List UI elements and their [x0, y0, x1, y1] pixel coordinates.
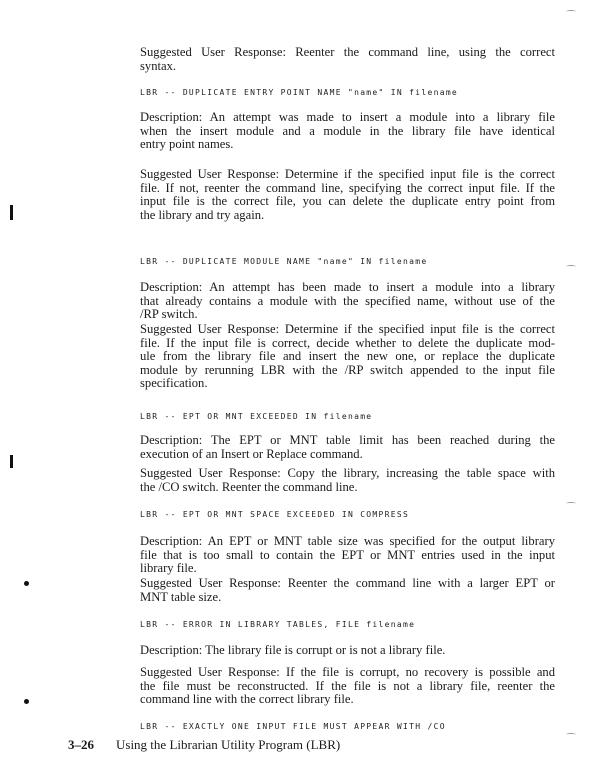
- text-line: Suggested User Response: If the file is corrupt, no recovery is possible and: [140, 665, 555, 679]
- scan-mark: [566, 265, 576, 268]
- margin-bullet: [24, 581, 29, 586]
- text-line: file that is too small to contain the EPT or MNT entries used in the input: [140, 547, 555, 562]
- text-line: command line with the correct library file.: [140, 692, 354, 706]
- text-line: when the insert module and a module in the library file have identical: [140, 123, 555, 138]
- error-message-code: LBR -- DUPLICATE ENTRY POINT NAME "name" IN filename: [140, 88, 459, 97]
- text-line: Description: An attempt was made to insert a module into a library file: [140, 110, 555, 124]
- paragraph: [140, 535, 555, 576]
- text-line: syntax.: [140, 58, 177, 73]
- text-line: that already contains a module with the specified name, without use of the: [140, 293, 555, 308]
- text-line: the /CO switch. Reenter the command line.: [140, 479, 358, 494]
- paragraph: [140, 281, 555, 322]
- text-line: Suggested User Response: Determine if the specified input file is the correct: [140, 167, 555, 181]
- change-bar: [10, 205, 13, 220]
- margin-bullet: [24, 699, 29, 704]
- text-line: file. If the input file is correct, decide whether to delete the duplicate mod-: [140, 335, 555, 350]
- paragraph: [140, 168, 555, 222]
- text-line: Suggested User Response: Reenter the command line with a larger EPT or: [140, 576, 555, 590]
- text-line: entry point names.: [140, 137, 234, 151]
- text-line: module by rerunning LBR with the /RP switch appended to the input file: [140, 362, 555, 377]
- text-line: Description: An EPT or MNT table size was specified for the output library: [140, 534, 555, 548]
- text-line: Suggested User Response: Copy the library, increasing the table space with: [140, 466, 555, 480]
- change-bar: [10, 455, 13, 468]
- page-number: 3–26: [68, 737, 94, 752]
- paragraph: [140, 467, 555, 494]
- text-line: ule from the library file and insert the new one, or replace the duplicate: [140, 349, 555, 363]
- paragraph: [140, 644, 555, 658]
- scan-mark: [566, 10, 576, 13]
- scan-mark: [566, 733, 576, 736]
- text-line: Description: The EPT or MNT table limit has been reached during the: [140, 433, 555, 447]
- paragraph: [140, 111, 555, 152]
- chapter-title: Using the Librarian Utility Program (LBR): [116, 737, 341, 752]
- error-message-code: LBR -- DUPLICATE MODULE NAME "name" IN filename: [140, 257, 428, 266]
- scan-mark: [566, 502, 576, 505]
- paragraph: [140, 666, 555, 707]
- text-line: the library and try again.: [140, 207, 265, 222]
- text-line: file. If not, reenter the command line, specifying the correct input file. If the: [140, 180, 555, 195]
- error-message-code: LBR -- ERROR IN LIBRARY TABLES, FILE filename: [140, 620, 416, 629]
- text-line: MNT table size.: [140, 589, 222, 604]
- paragraph: [140, 434, 555, 461]
- text-line: specification.: [140, 376, 208, 390]
- error-message-code: LBR -- EPT OR MNT EXCEEDED IN filename: [140, 412, 373, 421]
- text-line: input file is the correct file, you can delete the duplicate entry point from: [140, 194, 555, 208]
- text-line: Description: The library file is corrupt or is not a library file.: [140, 643, 446, 657]
- text-line: /RP switch.: [140, 307, 198, 321]
- error-message-code: LBR -- EPT OR MNT SPACE EXCEEDED IN COMPRESS: [140, 510, 410, 519]
- text-line: Suggested User Response: Determine if the specified input file is the correct: [140, 322, 555, 336]
- paragraph: [140, 323, 555, 391]
- page-footer: [68, 737, 340, 753]
- paragraph: [140, 46, 555, 73]
- text-line: Description: An attempt has been made to insert a module into a library: [140, 280, 555, 294]
- text-line: library file.: [140, 561, 197, 575]
- text-line: Suggested User Response: Reenter the command line, using the correct: [140, 45, 555, 59]
- error-message-code: LBR -- EXACTLY ONE INPUT FILE MUST APPEAR WITH /CO: [140, 722, 446, 731]
- paragraph: [140, 577, 555, 604]
- text-line: execution of an Insert or Replace command.: [140, 446, 363, 461]
- text-line: the file must be reconstructed. If the file is not a library file, reenter the: [140, 678, 555, 693]
